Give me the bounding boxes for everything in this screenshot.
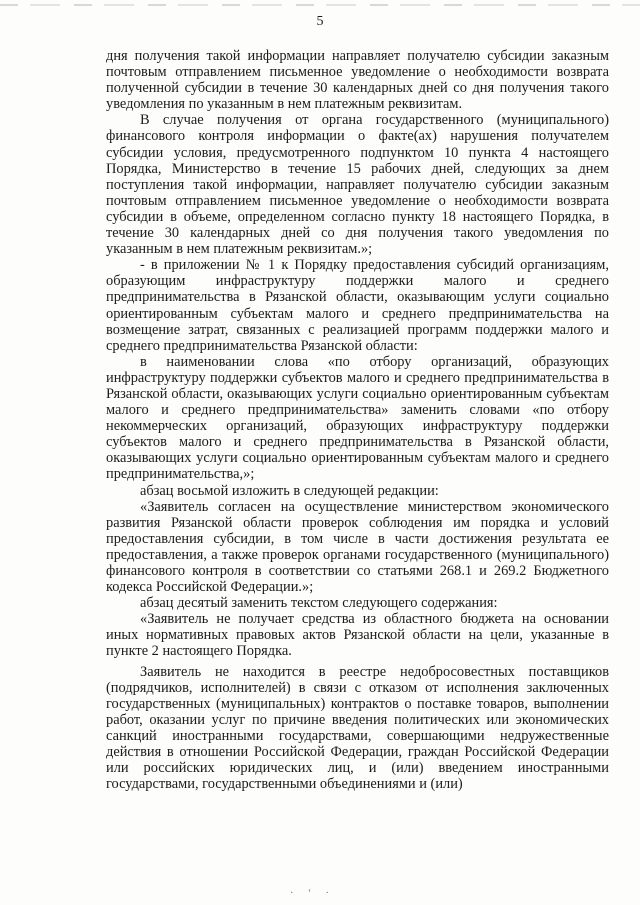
- paragraph-appendix-1: - в приложении № 1 к Порядку предоставления субсидий организациям, образующим инфраструктуру поддержки малого и среднего предпринимательства в Рязанской области, оказывающим услуги социально ориентированным субъектам малого и среднего предпринимательства на возмещение затрат, связанных с реализацией программ поддержки малого и среднего предпринимательства Рязанской области:: [106, 257, 609, 354]
- paragraph-continuation: дня получения такой информации направляет получателю субсидии заказным почтовым отправлением письменное уведомление о необходимости возврата полученной субсидии в течение 30 календарных дней со дня получения такого уведомления по указанным в нем платежным реквизитам.: [106, 48, 609, 113]
- paragraph-title-replacement: в наименовании слова «по отбору организаций, образующих инфраструктуру поддержки субъектов малого и среднего предпринимательства в Рязанской области, оказывающих услуги социально ориентированным субъектам малого и среднего предпринимательства» заменить словами «по отбору некоммерческих организаций, образующих инфраструктуру поддержки субъектов малого и среднего предпринимательства в Рязанской области, оказывающих услуги социально ориентированным субъектам малого и среднего предпринимательства,»;: [106, 353, 609, 483]
- page-number: 5: [316, 14, 324, 29]
- scan-noise-artifact: · ‘ ·: [290, 888, 335, 899]
- scan-border-artifact: [0, 4, 640, 6]
- paragraph-registry: Заявитель не находится в реестре недобросовестных поставщиков (подрядчиков, исполнителей) в связи с отказом от исполнения заключенных государственных (муниципальных) контрактов о поставке товаров, выполнении работ, оказании услуг по причине введения политических или экономических санкций иностранными государствами, совершающими недружественные действия в отношении Российской Федерации, граждан Российской Федерации или российских юридических лиц, и (или) введением иностранными государствами, государственными объединениями и (или): [106, 663, 609, 793]
- document-body: [106, 48, 609, 792]
- paragraph-eighth-intro: абзац восьмой изложить в следующей редакции:: [140, 482, 439, 499]
- paragraph-tenth-text: «Заявитель не получает средства из областного бюджета на основании иных нормативных правовых актов Рязанской области на цели, указанные в пункте 2 настоящего Порядка.: [106, 611, 609, 660]
- paragraph-tenth-intro: абзац десятый заменить текстом следующего содержания:: [140, 595, 498, 612]
- paragraph-control-notice: В случае получения от органа государственного (муниципального) финансового контроля информации о факте(ах) нарушения получателем субсидии условия, предусмотренного подпунктом 10 пункта 4 настоящего Порядка, Министерство в течение 15 рабочих дней, следующих за днем поступления такой информации, направляет получателю субсидии заказным почтовым отправлением письменное уведомление о необходимости возврата субсидии в объеме, определенном согласно пункту 18 настоящего Порядка, в течение 30 календарных дней со дня получения такого уведомления по указанным в нем платежным реквизитам.»;: [106, 112, 609, 258]
- paragraph-eighth-text: «Заявитель согласен на осуществление министерством экономического развития Рязанской области проверок соблюдения им порядка и условий предоставления субсидии, в том числе в части достижения результата ее предоставления, а также проверок органами государственного (муниципального) финансового контроля в соответствии со статьями 268.1 и 269.2 Бюджетного кодекса Российской Федерации.»;: [106, 498, 609, 596]
